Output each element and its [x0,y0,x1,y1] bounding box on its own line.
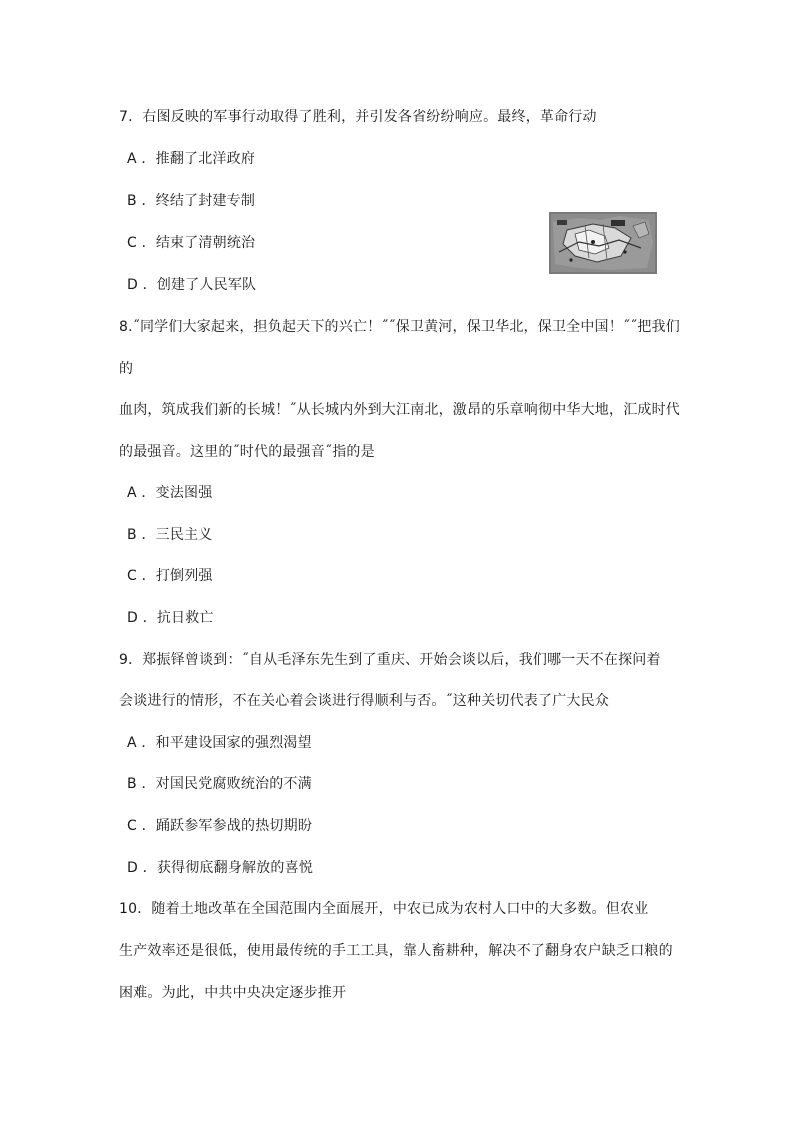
q8-option-d[interactable]: D ．抗日救亡 [127,610,214,626]
q8-option-b[interactable]: B ．三民主义 [127,527,213,543]
q9-option-a[interactable]: A ．和平建设国家的强烈渴望 [127,735,312,751]
q9-option-d[interactable]: D ．获得彻底翻身解放的喜悦 [127,860,314,876]
q9-stem-line-1: 9．郑振铎曾谈到：˝自从毛泽东先生到了重庆、开始会谈以后，我们哪一天不在探问着 [119,652,661,668]
historical-map-icon [549,212,657,274]
q7-option-c[interactable]: C ．结束了清朝统治 [127,235,256,251]
q10-stem-line-3: 困难。为此，中共中央决定逐步推开 [119,985,347,1001]
q7-option-b[interactable]: B ．终结了封建专制 [127,193,256,209]
q8-option-a[interactable]: A ．变法图强 [127,485,213,501]
q8-stem-line-4: 的最强音。这里的˝时代的最强音˝指的是 [119,444,375,460]
q8-stem-line-2: 的 [119,361,134,377]
q9-option-c[interactable]: C ．踊跃参军参战的热切期盼 [127,818,313,834]
q7-option-d[interactable]: D ．创建了人民军队 [127,277,257,293]
q10-stem-line-2: 生产效率还是很低，使用最传统的手工工具，靠人畜耕种，解决不了翻身农户缺乏口粮的 [119,943,673,959]
q8-stem-line-1: 8.˝同学们大家起来，担负起天下的兴亡！˝˝保卫黄河，保卫华北，保卫全中国！˝˝把我们 [119,319,680,335]
q10-stem-line-1: 10．随着土地改革在全国范围内全面展开，中农已成为农村人口中的大多数。但农业 [119,901,649,917]
q8-option-c[interactable]: C ．打倒列强 [127,568,213,584]
q9-stem-line-2: 会谈进行的情形，不在关心着会谈进行得顺利与否。˝这种关切代表了广大民众 [119,693,609,709]
q7-stem: 7．右图反映的军事行动取得了胜利，并引发各省纷纷响应。最终，革命行动 [119,109,597,125]
q9-option-b[interactable]: B ．对国民党腐败统治的不满 [127,776,312,792]
q8-stem-line-3: 血肉，筑成我们新的长城！˝从长城内外到大江南北，激昂的乐章响彻中华大地，汇成时代 [119,402,680,418]
q7-option-a[interactable]: A ．推翻了北洋政府 [127,151,256,167]
